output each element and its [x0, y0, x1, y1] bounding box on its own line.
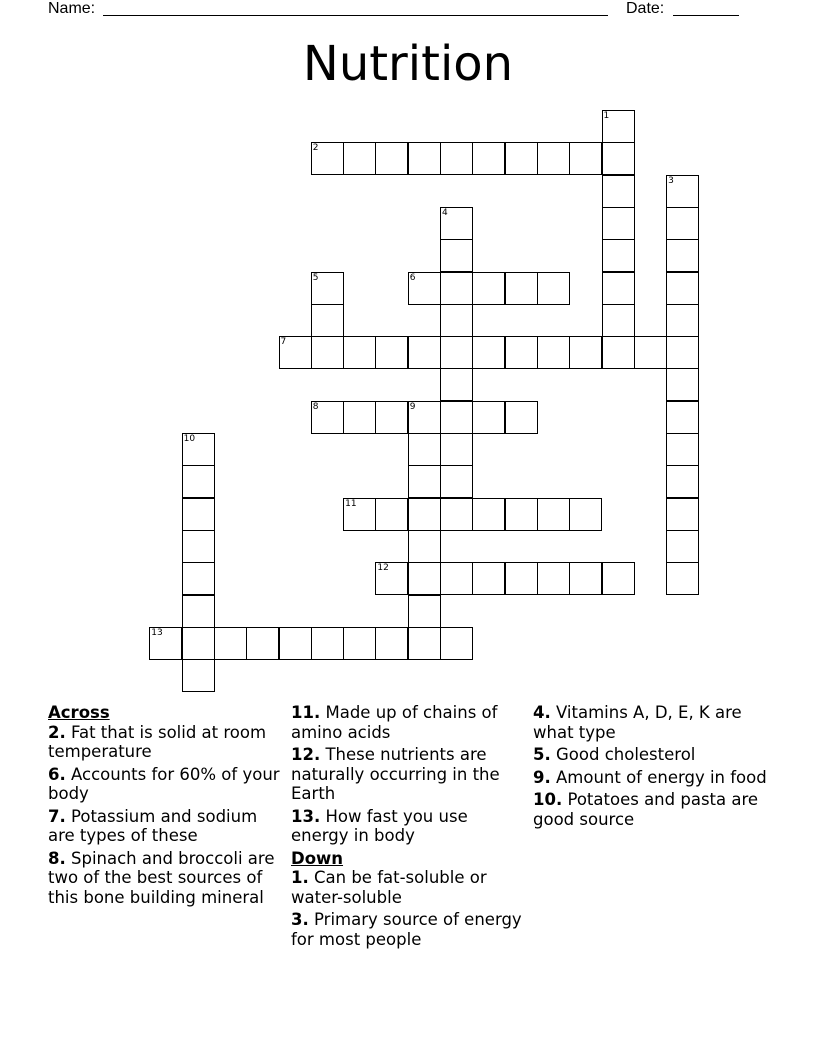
clue-number: 1. [291, 868, 309, 887]
grid-cell[interactable] [602, 110, 635, 143]
grid-cell[interactable] [408, 627, 441, 660]
clue-text: Primary source of energy for most people [291, 910, 522, 949]
grid-cell[interactable] [440, 498, 473, 531]
grid-cell[interactable] [537, 336, 570, 369]
grid-cell[interactable] [375, 562, 408, 595]
grid-cell[interactable] [472, 562, 505, 595]
grid-cell[interactable] [440, 562, 473, 595]
clue-number-label: 7 [280, 337, 287, 348]
clue-across-7 [48, 807, 283, 846]
clue-text: Spinach and broccoli are two of the best sources of this bone building mineral [48, 848, 275, 907]
grid-cell[interactable] [182, 562, 215, 595]
grid-cell[interactable] [375, 401, 408, 434]
grid-cell[interactable] [311, 627, 344, 660]
grid-cell[interactable] [569, 562, 602, 595]
grid-cell[interactable] [182, 659, 215, 692]
grid-cell[interactable] [602, 562, 635, 595]
clue-number: 11. [291, 703, 321, 722]
grid-cell[interactable] [440, 304, 473, 337]
grid-cell[interactable] [408, 336, 441, 369]
grid-cell[interactable] [666, 207, 699, 240]
clue-number-label: 4 [442, 207, 448, 218]
clue-number-label: 11 [345, 498, 357, 509]
down-heading: Down [291, 848, 344, 868]
grid-cell[interactable] [666, 272, 699, 305]
clue-number-label: 12 [377, 563, 389, 574]
grid-cell[interactable] [602, 175, 635, 208]
grid-cell[interactable] [634, 336, 667, 369]
clue-number-label: 9 [409, 401, 416, 412]
clue-number-label: 2 [312, 143, 319, 154]
clue-across-12 [291, 745, 526, 804]
grid-cell[interactable] [569, 142, 602, 175]
grid-cell[interactable] [440, 368, 473, 401]
clue-text: Can be fat-soluble or water-soluble [291, 868, 487, 907]
grid-cell[interactable] [472, 272, 505, 305]
grid-cell[interactable] [149, 627, 182, 660]
grid-cell[interactable] [472, 401, 505, 434]
clue-number: 3. [291, 910, 309, 929]
grid-cell[interactable] [505, 498, 538, 531]
grid-cell[interactable] [408, 465, 441, 498]
clue-across-6 [48, 765, 283, 804]
grid-cell[interactable] [505, 562, 538, 595]
clue-down-3 [291, 910, 526, 949]
clue-number: 6. [48, 764, 66, 784]
grid-cell[interactable] [569, 336, 602, 369]
grid-cell[interactable] [602, 239, 635, 272]
grid-cell[interactable] [182, 595, 215, 628]
grid-cell[interactable] [505, 272, 538, 305]
clue-text: Potatoes and pasta are good source [533, 790, 759, 829]
clue-number: 7. [48, 806, 66, 826]
clue-across-2 [48, 723, 283, 762]
grid-cell[interactable] [602, 272, 635, 305]
grid-cell[interactable] [246, 627, 279, 660]
grid-cell[interactable] [375, 336, 408, 369]
clue-number: 9. [533, 767, 551, 787]
clue-text: Potassium and sodium are types of these [48, 806, 258, 845]
grid-cell[interactable] [343, 498, 376, 531]
grid-cell[interactable] [537, 272, 570, 305]
grid-cell[interactable] [666, 433, 699, 466]
grid-cell[interactable] [182, 498, 215, 531]
grid-cell[interactable] [666, 465, 699, 498]
grid-cell[interactable] [343, 401, 376, 434]
clue-down-10 [533, 790, 768, 829]
clue-text: These nutrients are naturally occurring in the Earth [291, 745, 500, 803]
date-label: Date: [626, 0, 665, 17]
grid-cell[interactable] [182, 465, 215, 498]
clue-number-label: 1 [603, 111, 610, 121]
grid-cell[interactable] [343, 336, 376, 369]
grid-cell[interactable] [311, 142, 344, 175]
clue-number: 2. [48, 722, 66, 742]
clue-text: Fat that is solid at room temperature [48, 722, 267, 761]
grid-cell[interactable] [375, 142, 408, 175]
grid-cell[interactable] [440, 627, 473, 660]
clue-column-2 [291, 703, 526, 952]
grid-cell[interactable] [408, 433, 441, 466]
clue-text: Good cholesterol [550, 745, 696, 764]
grid-cell[interactable] [408, 401, 441, 434]
grid-cell[interactable] [279, 336, 312, 369]
clue-number-label: 13 [151, 627, 163, 638]
grid-cell[interactable] [666, 530, 699, 563]
grid-cell[interactable] [440, 401, 473, 434]
grid-cell[interactable] [440, 272, 473, 305]
clue-text: How fast you use energy in body [291, 806, 468, 845]
grid-cell[interactable] [666, 401, 699, 434]
clue-text: Accounts for 60% of your body [48, 764, 280, 803]
grid-cell[interactable] [182, 433, 215, 466]
grid-cell[interactable] [440, 207, 473, 240]
grid-cell[interactable] [182, 627, 215, 660]
clue-column-3 [533, 703, 768, 832]
grid-cell[interactable] [666, 175, 699, 208]
clue-down-4 [533, 703, 768, 742]
grid-cell[interactable] [311, 336, 344, 369]
clue-down-1 [291, 868, 526, 907]
clue-text: Amount of energy in food [550, 767, 767, 787]
grid-cell[interactable] [343, 627, 376, 660]
grid-cell[interactable] [602, 304, 635, 337]
grid-cell[interactable] [505, 142, 538, 175]
clue-down-5 [533, 745, 768, 765]
grid-cell[interactable] [602, 207, 635, 240]
across-heading: Across [48, 703, 110, 722]
clue-number: 5. [533, 745, 551, 764]
grid-cell[interactable] [408, 595, 441, 628]
clue-across-11 [291, 703, 526, 742]
clue-number: 13. [291, 806, 321, 826]
grid-cell[interactable] [408, 498, 441, 531]
grid-cell[interactable] [666, 562, 699, 595]
clue-number-label: 10 [183, 434, 196, 444]
grid-cell[interactable] [311, 272, 344, 305]
grid-cell[interactable] [440, 465, 473, 498]
grid-cell[interactable] [375, 627, 408, 660]
grid-cell[interactable] [472, 336, 505, 369]
grid-cell[interactable] [440, 336, 473, 369]
clue-across-8 [48, 849, 283, 908]
grid-cell[interactable] [666, 498, 699, 531]
clue-number: 4. [533, 703, 551, 722]
grid-cell[interactable] [537, 142, 570, 175]
grid-cell[interactable] [408, 272, 441, 305]
grid-cell[interactable] [666, 368, 699, 401]
grid-cell[interactable] [408, 530, 441, 563]
clue-down-9 [533, 768, 768, 788]
clue-text: Vitamins A, D, E, K are what type [533, 703, 742, 742]
grid-cell[interactable] [505, 336, 538, 369]
clue-number-label: 8 [312, 401, 319, 412]
grid-cell[interactable] [214, 627, 247, 660]
grid-cell[interactable] [375, 498, 408, 531]
grid-cell[interactable] [440, 433, 473, 466]
clue-number-label: 5 [312, 272, 319, 283]
clue-across-13 [291, 807, 526, 846]
grid-cell[interactable] [666, 336, 699, 369]
grid-cell[interactable] [666, 304, 699, 337]
clue-number-label: 6 [409, 272, 416, 283]
grid-cell[interactable] [472, 498, 505, 531]
clue-number: 8. [48, 848, 66, 868]
clue-number: 10. [533, 790, 563, 809]
grid-cell[interactable] [666, 239, 699, 272]
grid-cell[interactable] [537, 562, 570, 595]
clue-number-label: 3 [668, 175, 674, 186]
grid-cell[interactable] [537, 498, 570, 531]
grid-cell[interactable] [408, 562, 441, 595]
grid-cell[interactable] [472, 142, 505, 175]
grid-cell[interactable] [311, 401, 344, 434]
grid-cell[interactable] [602, 142, 635, 175]
grid-cell[interactable] [505, 401, 538, 434]
grid-cell[interactable] [440, 142, 473, 175]
grid-cell[interactable] [311, 304, 344, 337]
clue-column-1 [48, 703, 283, 910]
grid-cell[interactable] [279, 627, 312, 660]
grid-cell[interactable] [343, 142, 376, 175]
grid-cell[interactable] [569, 498, 602, 531]
page-title: Nutrition [302, 36, 514, 92]
clue-number: 12. [291, 745, 321, 764]
grid-cell[interactable] [440, 239, 473, 272]
name-label: Name: [48, 0, 96, 17]
grid-cell[interactable] [602, 336, 635, 369]
clue-text: Made up of chains of amino acids [291, 703, 498, 742]
grid-cell[interactable] [182, 530, 215, 563]
grid-cell[interactable] [408, 142, 441, 175]
